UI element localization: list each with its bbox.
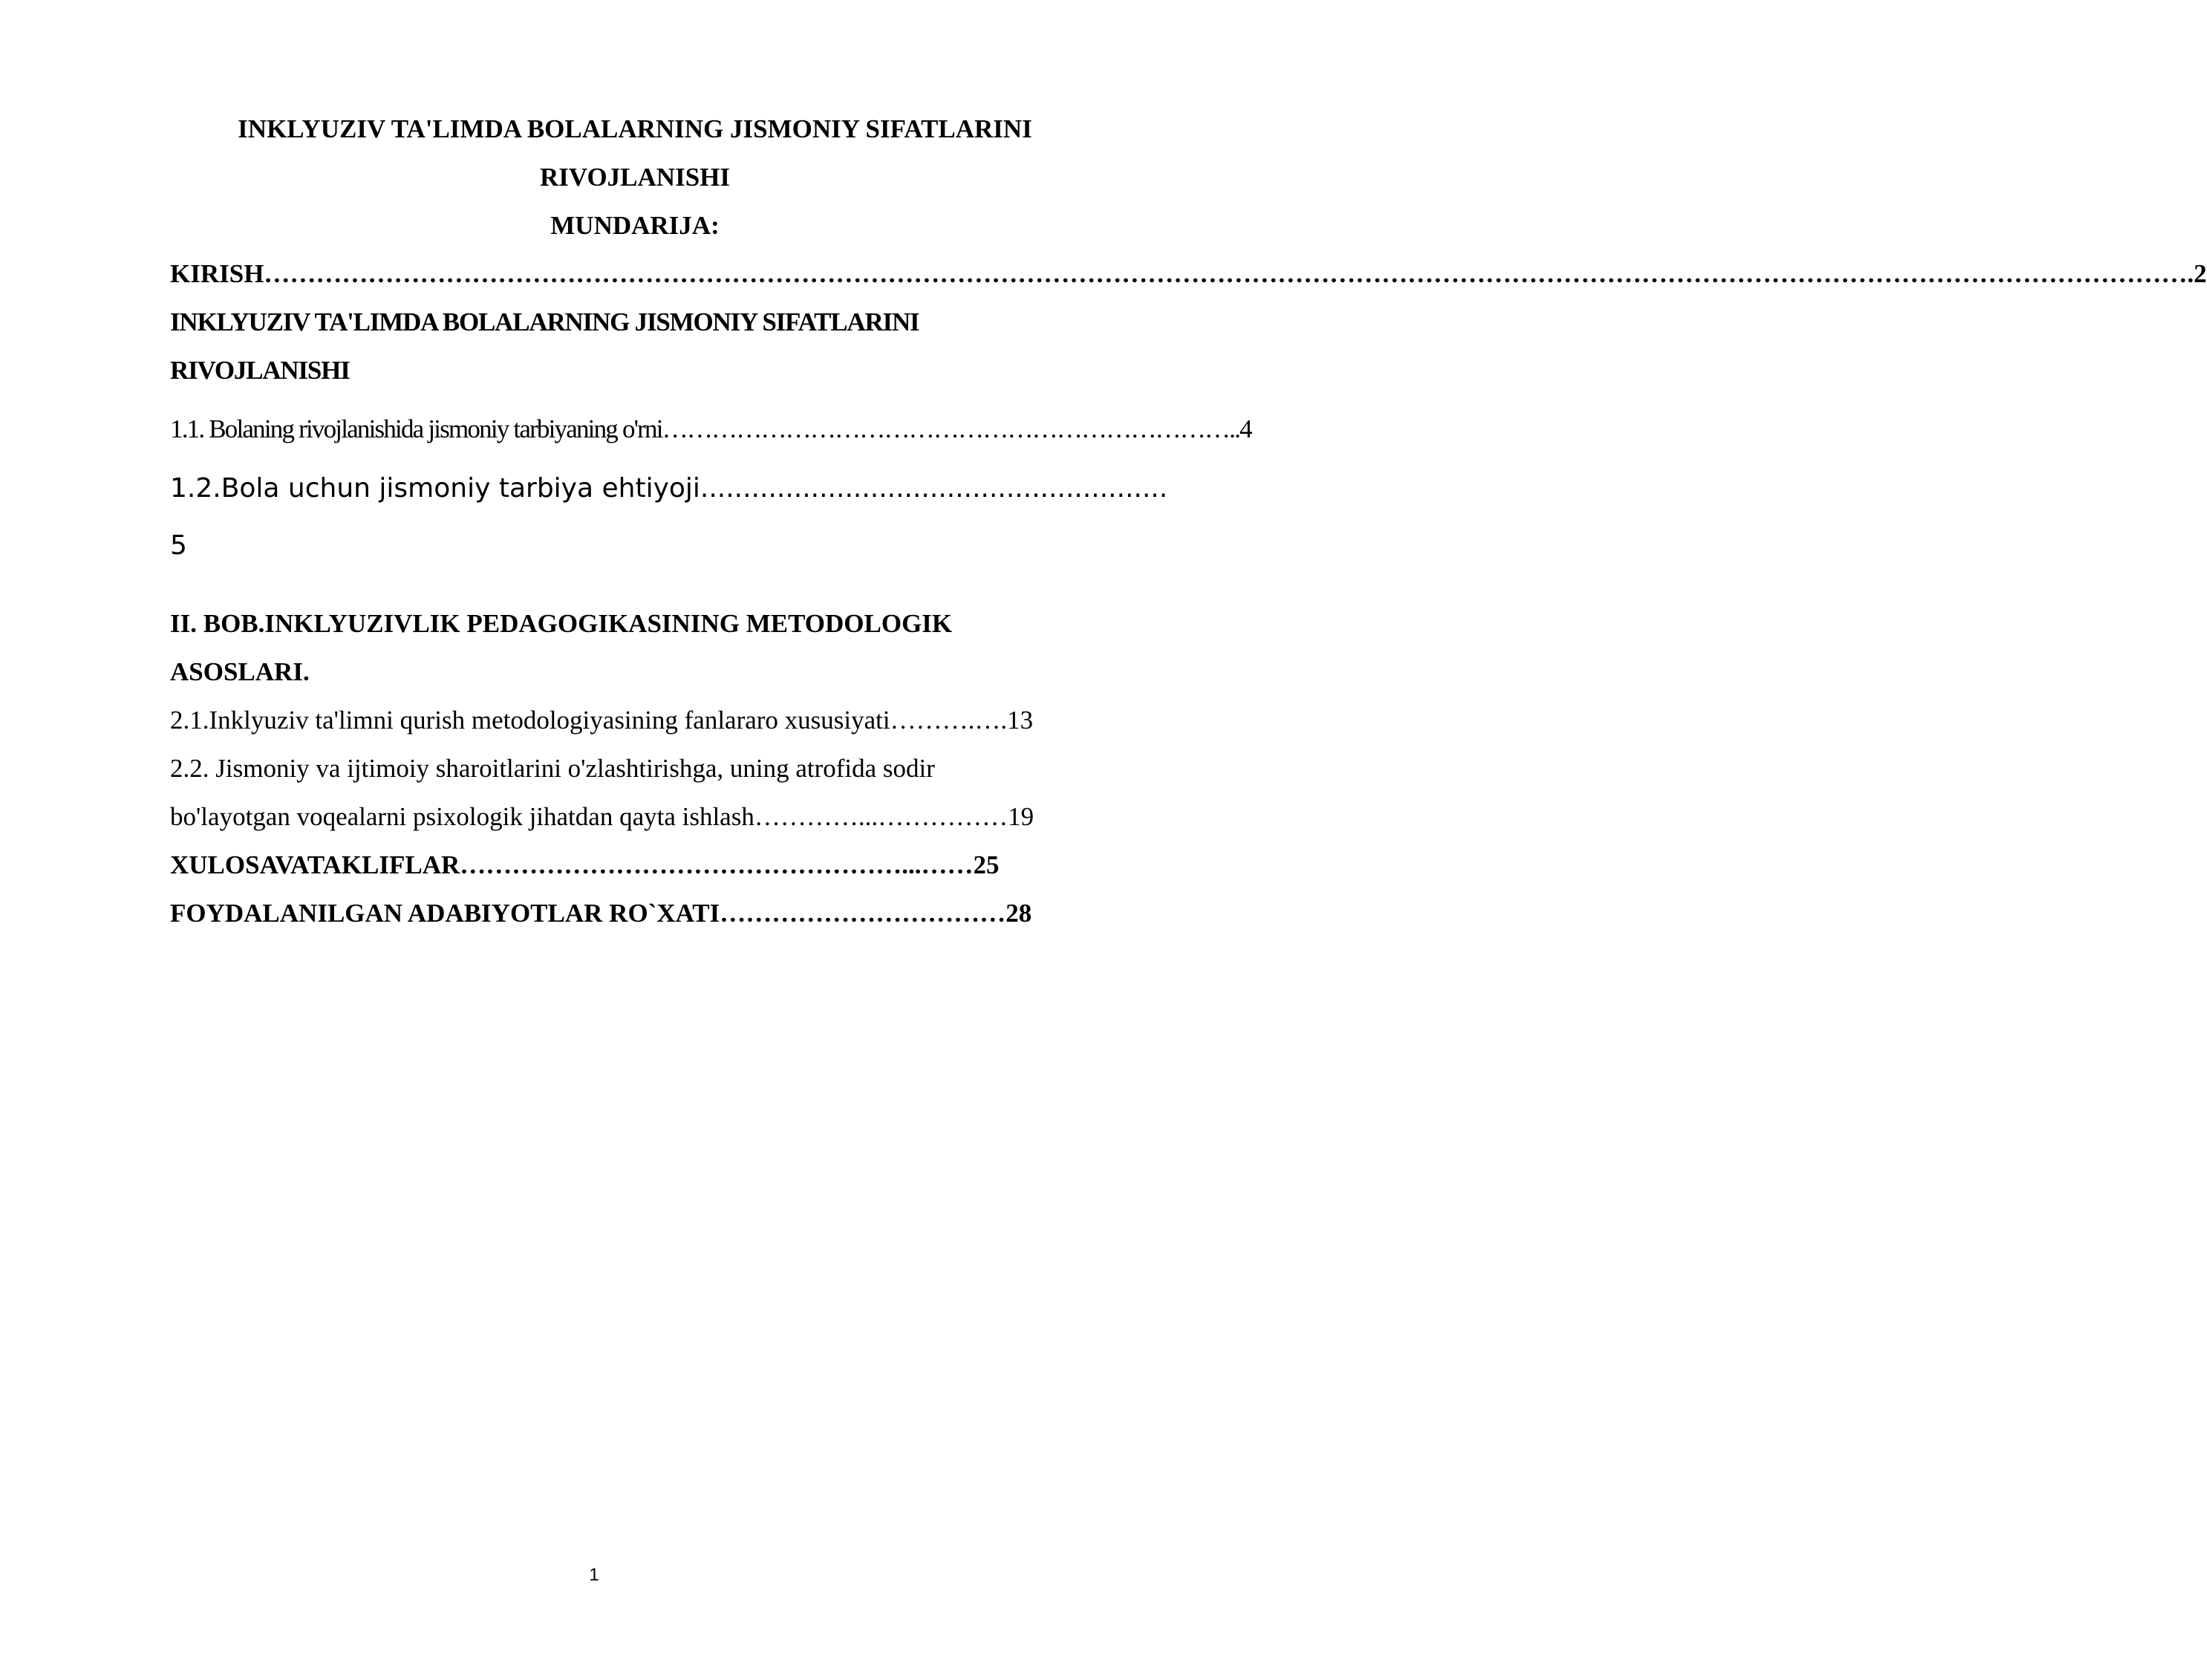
toc-chapter-2-title-line-1: II. BOB.INKLYUZIVLIK PEDAGOGIKASINING METODOLOGIK (170, 609, 953, 638)
toc-section-1-1: 1.1. Bolaning rivojlanishida jismoniy tarbiyaning o'rni……………………………………………………………..4 (170, 414, 1251, 443)
toc-section-2-1: 2.1.Inklyuziv ta'limni qurish metodologiyasining fanlararo xususiyati……….….13 (170, 706, 1034, 735)
toc-entry-conclusion: XULOSAVATAKLIFLAR……………………………………………...……25 (170, 850, 1000, 879)
toc-chapter-1-title-line-2: RIVOJLANISHI (170, 356, 350, 385)
toc-section-2-2-line-1: 2.2. Jismoniy va ijtimoiy sharoitlarini o'zlashtirishga, uning atrofida sodir (170, 754, 935, 783)
toc-entry-references: FOYDALANILGAN ADABIYOTLAR RO`XATI……………………………28 (170, 899, 1032, 928)
document-title-line-1: INKLYUZIV TA'LIMDA BOLALARNING JISMONIY SIFATLARINI (238, 114, 1032, 143)
toc-section-1-2-line-1: 1.2.Bola uchun jismoniy tarbiya ehtiyoji....................................................... (170, 473, 1168, 504)
toc-chapter-1-title-line-1: INKLYUZIV TA'LIMDA BOLALARNING JISMONIY SIFATLARINI (170, 307, 919, 336)
page-number: 1 (589, 1565, 599, 1585)
document-title-line-2: RIVOJLANISHI (539, 163, 731, 192)
toc-chapter-2-title-line-2: ASOSLARI. (170, 657, 310, 686)
toc-section-1-2-page: 5 (170, 530, 187, 561)
toc-section-2-2-line-2: bo'layotgan voqealarni psixologik jihatdan qayta ishlash…………...……………19 (170, 802, 1034, 831)
contents-heading: MUNDARIJA: (550, 211, 720, 240)
toc-entry-intro: KIRISH…………………………………………………………………………………………………………………………………………………………………………………………………….2 (170, 259, 2207, 288)
